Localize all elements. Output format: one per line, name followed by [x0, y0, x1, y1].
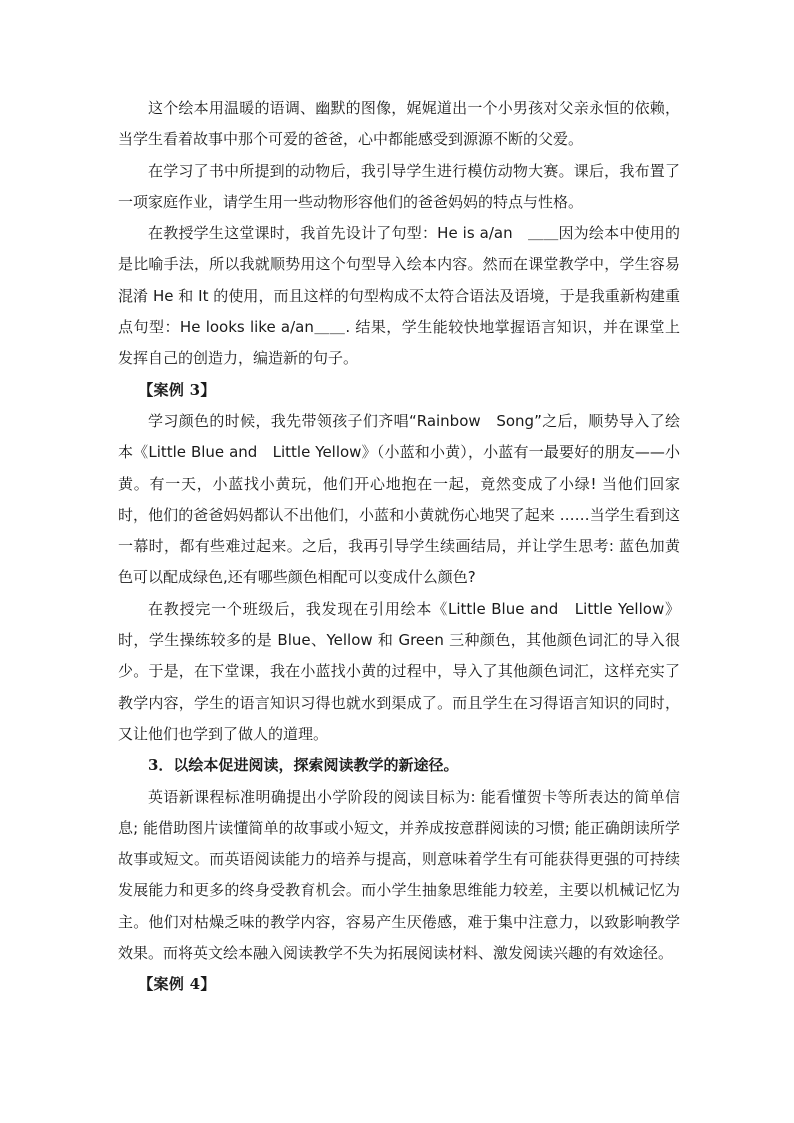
paragraph-colors-story: 学习颜色的时候，我先带领孩子们齐唱“Rainbow Song”之后，顺势导入了绘本《Little Blue and Little Yellow》（小蓝和小黄），小蓝有一最要好的朋友——小黄。有一天，小蓝找小黄玩，他们开心地抱在一起，竟然变成了小绿! 当他们回家时，他们的爸爸妈妈都认不出他们，小蓝和小黄就伤心地哭了起来 ……当学生看到这一幕时，都有些难过起来。之后，我再引导学生续画结局，并让学生思考: 蓝色加黄色可以配成绿色,还有哪些颜色相配可以变成什么颜色?: [118, 411, 680, 587]
document-body: [118, 93, 680, 1001]
case-3-heading: 【案例 3】: [138, 380, 216, 399]
case-4-heading: 【案例 4】: [138, 975, 216, 994]
paragraph-reading-goals: 英语新课程标准明确提出小学阶段的阅读目标为: 能看懂贺卡等所表达的简单信息; 能借助图片读懂简单的故事或小短文，并养成按意群阅读的习惯; 能正确朗读所学故事或短文。而英语阅读能力的培养与提高，则意味着学生有可能获得更强的可持续发展能力和更多的终身受教育机会。而小学生抽象思维能力较差，主要以机械记忆为主。他们对枯燥乏味的教学内容，容易产生厌倦感，难于集中注意力，以致影响教学效果。而将英文绘本融入阅读教学不失为拓展阅读材料、激发阅读兴趣的有效途径。: [118, 787, 680, 963]
paragraph-sentence-pattern: 在教授学生这堂课时，我首先设计了句型：He is a/an ＿＿因为绘本中使用的是比喻手法，所以我就顺势用这个句型导入绘本内容。然而在课堂教学中，学生容易混淆 He 和 It 的使用，而且这样的句型构成不太符合语法及语境，于是我重新构建重点句型：He looks like a/an＿＿. 结果，学生能较快地掌握语言知识，并在课堂上发挥自己的创造力，编造新的句子。: [118, 224, 680, 368]
paragraph-color-vocabulary: 在教授完一个班级后，我发现在引用绘本《Little Blue and Little Yellow》时，学生操练较多的是 Blue、Yellow 和 Green 三种颜色，其他颜色词汇的导入很少。于是，在下堂课，我在小蓝找小黄的过程中，导入了其他颜色词汇，这样充实了教学内容，学生的语言知识习得也就水到渠成了。而且学生在习得语言知识的同时，又让他们也学到了做人的道理。: [118, 599, 680, 743]
paragraph-animal-contest: 在学习了书中所提到的动物后，我引导学生进行模仿动物大赛。课后，我布置了一项家庭作业，请学生用一些动物形容他们的爸爸妈妈的特点与性格。: [118, 161, 680, 211]
paragraph-father-love: 这个绘本用温暖的语调、幽默的图像，娓娓道出一个小男孩对父亲永恒的依赖，当学生看着故事中那个可爱的爸爸，心中都能感受到源源不断的父爱。: [118, 99, 680, 149]
section-3-heading: 3．以绘本促进阅读，探索阅读教学的新途径。: [148, 756, 459, 775]
